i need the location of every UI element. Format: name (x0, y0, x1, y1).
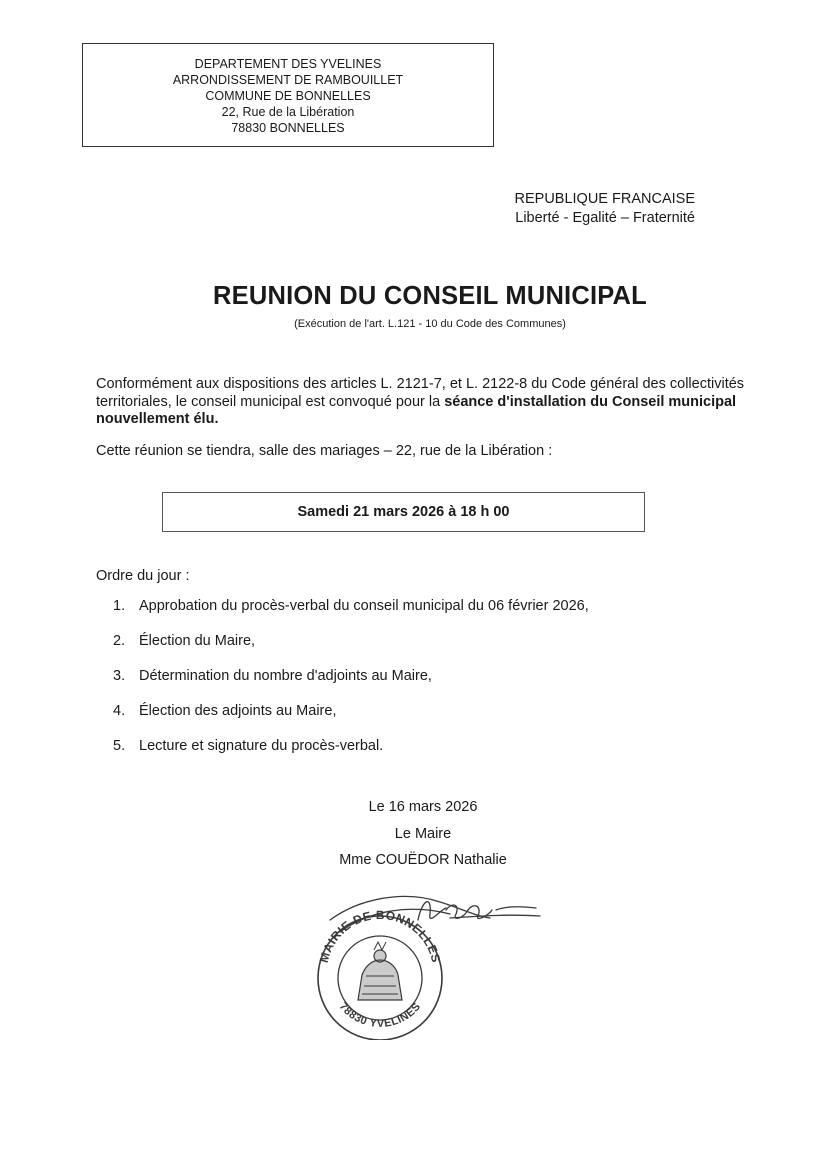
agenda-item-text: Détermination du nombre d'adjoints au Maire, (139, 668, 432, 684)
republic-motto (515, 190, 696, 228)
agenda-label: Ordre du jour : (96, 568, 190, 584)
intro-bold-text: séance d'installation du Conseil municipal nouvellement élu. (96, 393, 737, 427)
agenda-list (113, 596, 589, 771)
header-line-commune: COMMUNE DE BONNELLES (205, 89, 371, 103)
signature-date: Le 16 mars 2026 (368, 799, 478, 815)
agenda-item-text: Approbation du procès-verbal du conseil municipal du 06 février 2026, (139, 598, 589, 614)
agenda-item (113, 596, 589, 631)
intro-paragraph (96, 376, 766, 429)
handwritten-signature (330, 896, 540, 932)
intro-text: Conformément aux dispositions des articles L. 2121-7, et L. 2122-8 du Code général des collectivités territoriales, le conseil municipal est convoqué pour la (96, 376, 745, 410)
signature-block (263, 794, 583, 874)
republic-motto-line: Liberté - Egalité – Fraternité (515, 210, 695, 226)
signature-name: Mme COUËDOR Nathalie (339, 852, 507, 868)
agenda-item-text: Lecture et signature du procès-verbal. (139, 738, 384, 754)
agenda-item-number: 5. (113, 738, 126, 754)
meeting-date: Samedi 21 mars 2026 à 18 h 00 (297, 504, 510, 520)
signature-role: Le Maire (394, 825, 452, 842)
page-subtitle: (Exécution de l'art. L.121 - 10 du Code des Communes) (294, 318, 566, 330)
agenda-item (113, 736, 589, 771)
agenda-item-number: 4. (113, 703, 126, 719)
commune-address-box (82, 43, 494, 147)
republic-name: REPUBLIQUE FRANCAISE (514, 191, 695, 207)
agenda-item-number: 3. (113, 668, 126, 684)
stamp-top-text: MAIRIE DE BONNELLES (316, 907, 444, 965)
header-line-street: 22, Rue de la Libération (221, 105, 355, 119)
agenda-item (113, 631, 589, 666)
agenda-item-number: 2. (113, 633, 126, 649)
header-line-arrondissement: ARRONDISSEMENT DE RAMBOUILLET (172, 73, 404, 87)
agenda-item-text: Élection des adjoints au Maire, (139, 703, 337, 719)
agenda-item (113, 666, 589, 701)
agenda-item (113, 701, 589, 736)
agenda-item-number: 1. (113, 598, 126, 614)
meeting-date-box (162, 492, 645, 532)
stamp-bottom-text: 78830 YVELINES (336, 1000, 424, 1031)
page-title: REUNION DU CONSEIL MUNICIPAL (213, 282, 647, 310)
agenda-item-text: Élection du Maire, (139, 633, 256, 649)
header-line-city: 78830 BONNELLES (231, 121, 345, 135)
header-line-department: DEPARTEMENT DES YVELINES (194, 57, 382, 71)
official-stamp-and-signature (300, 880, 550, 1040)
venue-text: Cette réunion se tiendra, salle des mariages – 22, rue de la Libération : (96, 443, 553, 459)
